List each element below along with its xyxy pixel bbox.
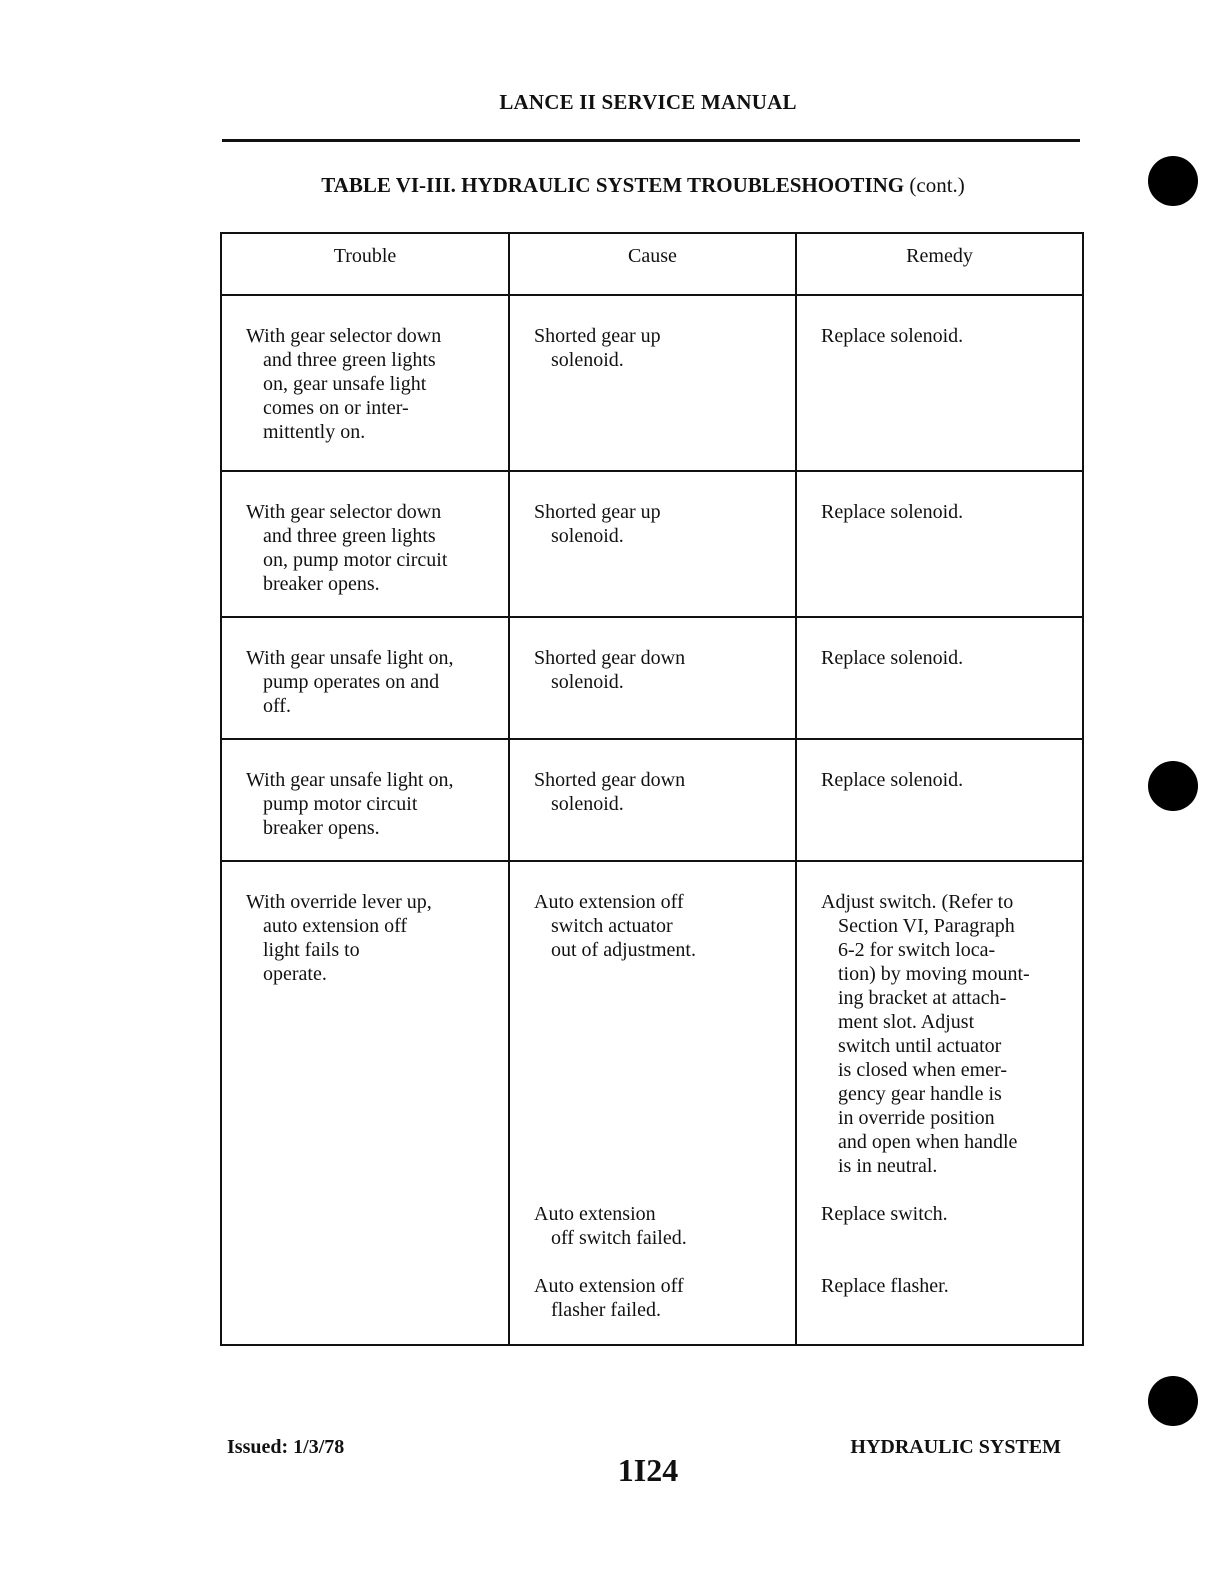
table-title-main: TABLE VI-III. HYDRAULIC SYSTEM TROUBLESHOOTING [321, 173, 905, 197]
column-header-trouble: Trouble [221, 233, 509, 295]
table-row [221, 617, 1083, 739]
column-header-cause: Cause [509, 233, 796, 295]
troubleshooting-table [220, 232, 1084, 1346]
binder-hole-bottom [1148, 1376, 1198, 1426]
remedy-text: Replace flasher. [821, 1275, 949, 1297]
cause-cell [509, 739, 796, 861]
table-title [222, 173, 1064, 198]
page-number: 1I24 [617, 1452, 679, 1488]
cause-text: Auto extension off switch failed. [534, 1203, 687, 1249]
cause-text: Shorted gear down solenoid. [534, 769, 686, 815]
trouble-text: With gear unsafe light on, pump motor circuit breaker opens. [246, 769, 454, 839]
binder-hole-middle [1148, 761, 1198, 811]
cause-text: Shorted gear down solenoid. [534, 647, 686, 693]
trouble-text: With gear unsafe light on, pump operates on and off. [246, 647, 454, 717]
cause-cell [509, 617, 796, 739]
cause-cell [509, 471, 796, 617]
cause-text: Shorted gear up solenoid. [534, 325, 661, 371]
cause-text: Shorted gear up solenoid. [534, 501, 661, 547]
trouble-text: With gear selector down and three green lights on, gear unsafe light comes on or inter- mittently on. [246, 325, 442, 443]
remedy-cell [796, 861, 1083, 1345]
trouble-cell [221, 471, 509, 617]
section-name: HYDRAULIC SYSTEM [850, 1436, 1061, 1458]
table-header-row [221, 233, 1083, 295]
remedy-cell [796, 471, 1083, 617]
remedy-cell [796, 739, 1083, 861]
table-row [221, 471, 1083, 617]
remedy-text: Replace switch. [821, 1203, 948, 1225]
remedy-text: Replace solenoid. [821, 647, 964, 669]
table-row [221, 739, 1083, 861]
remedy-text: Adjust switch. (Refer to Section VI, Paragraph 6-2 for switch loca- tion) by moving mount- ing bracket at attach- ment slot. Adjust switch until actuator is closed when emer- gency gear handle is in override position and open when handle is in neutral. [821, 891, 1030, 1177]
trouble-text: With gear selector down and three green lights on, pump motor circuit breaker opens. [246, 501, 448, 595]
trouble-cell [221, 295, 509, 471]
cause-cell [509, 295, 796, 471]
trouble-cell [221, 739, 509, 861]
manual-title: LANCE II SERVICE MANUAL [499, 90, 797, 114]
trouble-text: With override lever up, auto extension off light fails to operate. [246, 891, 432, 985]
binder-hole-top [1148, 156, 1198, 206]
table-row [221, 295, 1083, 471]
cause-cell [509, 861, 796, 1345]
remedy-text: Replace solenoid. [821, 769, 964, 791]
trouble-cell [221, 617, 509, 739]
remedy-cell [796, 295, 1083, 471]
remedy-cell [796, 617, 1083, 739]
cause-text: Auto extension off switch actuator out of adjustment. [534, 891, 696, 961]
remedy-text: Replace solenoid. [821, 325, 964, 347]
trouble-cell [221, 861, 509, 1345]
column-header-remedy: Remedy [796, 233, 1083, 295]
remedy-text: Replace solenoid. [821, 501, 964, 523]
issued-date: Issued: 1/3/78 [227, 1436, 345, 1458]
table-title-suffix: (cont.) [909, 173, 965, 197]
header-rule [222, 139, 1080, 142]
cause-text: Auto extension off flasher failed. [534, 1275, 684, 1321]
table-row [221, 861, 1083, 1345]
